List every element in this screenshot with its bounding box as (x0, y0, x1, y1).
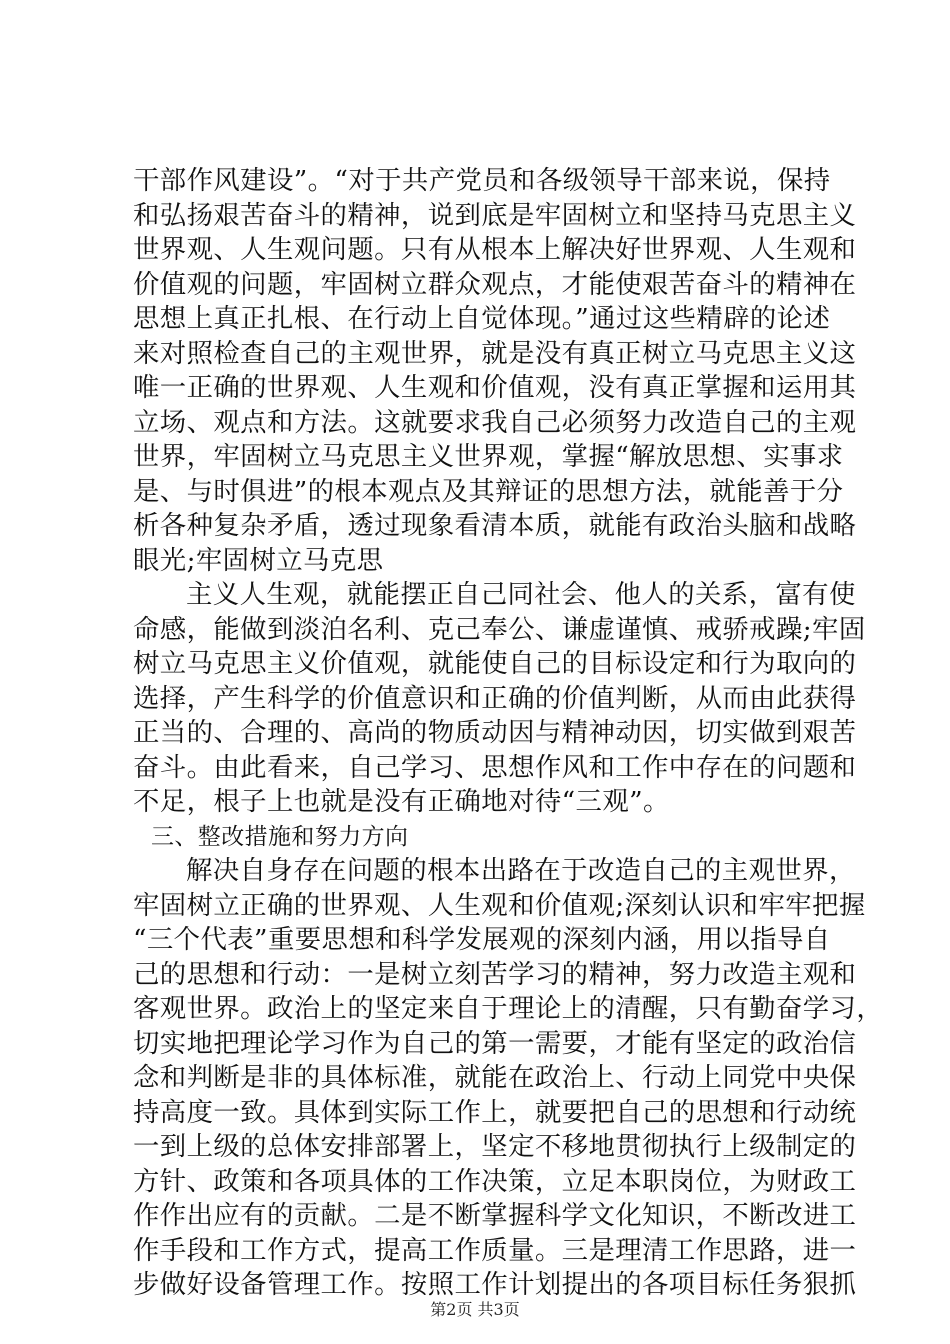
text-line: 命感，能做到淡泊名利、克己奉公、谦虚谨慎、戒骄戒躁;牢固 (133, 613, 866, 645)
text-line: 世界，牢固树立马克思主义世界观，掌握“解放思想、实事求 (133, 441, 844, 472)
text-line: 来对照检查自己的主观世界，就是没有真正树立马克思主义这 (133, 337, 857, 369)
text-line: 价值观的问题，牢固树立群众观点，才能使艰苦奋斗的精神在 (133, 268, 857, 300)
text-line: 眼光;牢固树立马克思 (133, 544, 384, 576)
text-line: 唯一正确的世界观、人生观和价值观，没有真正掌握和运用其 (133, 372, 857, 403)
text-line: 念和判断是非的具体标准，就能在政治上、行动上同党中央保 (133, 1062, 857, 1093)
text-line: 思想上真正扎根、在行动上自觉体现。”通过这些精辟的论述 (133, 303, 831, 334)
page-footer: 第2页 共3页 (430, 1300, 520, 1319)
text-line: 切实地把理论学习作为自己的第一需要，才能有坚定的政治信 (133, 1027, 857, 1059)
text-line: 世界观、人生观问题。只有从根本上解决好世界观、人生观和 (133, 234, 857, 265)
text-line: 主义人生观，就能摆正自己同社会、他人的关系，富有使 (186, 579, 856, 610)
text-line: 持高度一致。具体到实际工作上，就要把自己的思想和行动统 (133, 1096, 857, 1128)
text-line: 正当的、合理的、高尚的物质动因与精神动因，切实做到艰苦 (133, 717, 857, 748)
text-line: 是、与时俱进”的根本观点及其辩证的思想方法，就能善于分 (133, 475, 844, 507)
text-line: 不足，根子上也就是没有正确地对待“三观”。 (133, 786, 670, 817)
text-line: 树立马克思主义价值观，就能使自己的目标设定和行为取向的 (133, 648, 857, 679)
text-line: 和弘扬艰苦奋斗的精神，说到底是牢固树立和坚持马克思主义 (133, 199, 857, 231)
text-line: 立场、观点和方法。这就要求我自己必须努力改造自己的主观 (133, 406, 857, 438)
text-line: 己的思想和行动：一是树立刻苦学习的精神，努力改造主观和 (133, 958, 857, 990)
text-line: 选择，产生科学的价值意识和正确的价值判断，从而由此获得 (133, 682, 857, 714)
text-line: 客观世界。政治上的坚定来自于理论上的清醒，只有勤奋学习， (133, 993, 884, 1024)
text-line: 干部作风建设”。“对于共产党员和各级领导干部来说，保持 (133, 165, 831, 196)
text-line: 解决自身存在问题的根本出路在于改造自己的主观世界， (186, 855, 856, 886)
text-line: 牢固树立正确的世界观、人生观和价值观;深刻认识和牢牢把握 (133, 889, 866, 921)
text-line: 析各种复杂矛盾，透过现象看清本质，就能有政治头脑和战略 (133, 510, 857, 541)
document-body (133, 164, 884, 1303)
text-line: 步做好设备管理工作。按照工作计划提出的各项目标任务狠抓 (133, 1269, 857, 1300)
section-heading: 三、整改措施和努力方向 (151, 823, 409, 850)
text-line: 作手段和工作方式，提高工作质量。三是理清工作思路，进一 (133, 1234, 857, 1266)
text-line: 奋斗。由此看来，自己学习、思想作风和工作中存在的问题和 (133, 751, 857, 783)
text-line: 作作出应有的贡献。二是不断掌握科学文化知识，不断改进工 (133, 1200, 857, 1231)
text-line: 方针、政策和各项具体的工作决策，立足本职岗位，为财政工 (133, 1165, 857, 1197)
text-line: 一到上级的总体安排部署上，坚定不移地贯彻执行上级制定的 (133, 1131, 857, 1162)
text-line: “三个代表”重要思想和科学发展观的深刻内涵，用以指导自 (133, 924, 831, 955)
